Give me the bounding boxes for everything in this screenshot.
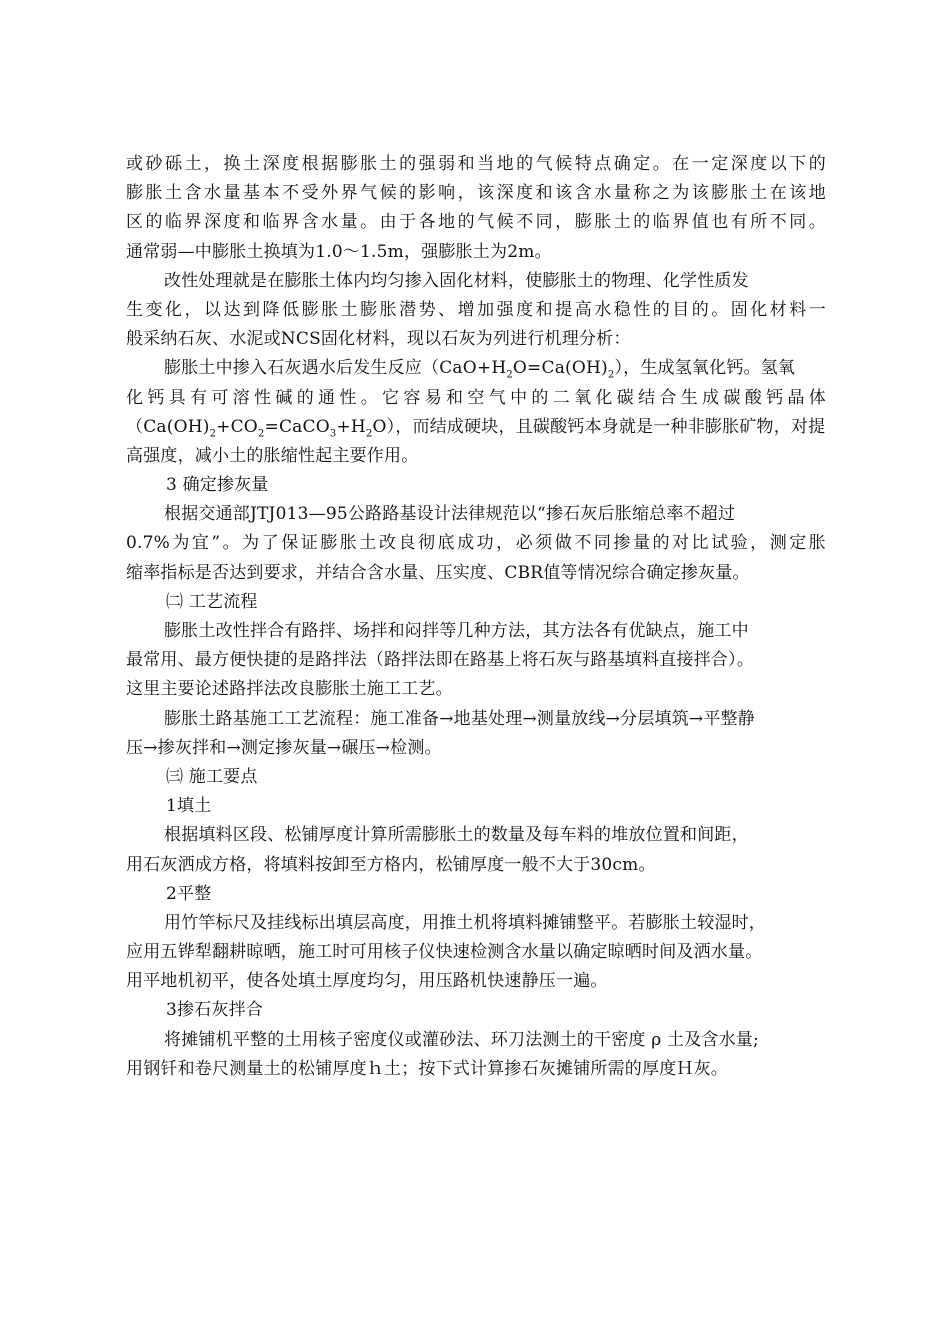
- subsection-heading: 1填土: [166, 796, 212, 817]
- paragraph-line: 高强度，减小土的胀缩性起主要作用。: [126, 445, 419, 466]
- paragraph-line: 0.7%为宜”。为了保证膨胀土改良彻底成功，必须做不同掺量的对比试验，测定胀: [126, 533, 826, 554]
- paragraph-line: 生变化，以达到降低膨胀土膨胀潜势、增加强度和提高水稳性的目的。固化材料一: [126, 299, 826, 320]
- text-run: +CO: [216, 416, 258, 437]
- subsection-heading: 2平整: [166, 883, 212, 904]
- paragraph-line: 膨胀土路基施工工艺流程：施工准备→地基处理→测量放线→分层填筑→平整静: [164, 708, 755, 729]
- paragraph-line: 最常用、最方便快捷的是路拌法（路拌法即在路基上将石灰与路基填料直接拌合）。: [126, 650, 754, 671]
- paragraph-line: 应用五铧犁翻耕晾晒，施工时可用核子仪快速检测含水量以确定晾晒时间及洒水量。: [126, 942, 763, 963]
- formula-line: [126, 354, 826, 383]
- paragraph-line: 这里主要论述路拌法改良膨胀土施工工艺。: [126, 679, 453, 700]
- paragraph-line: 化钙具有可溶性碱的通性。它容易和空气中的二氧化碳结合生成碳酸钙晶体: [126, 387, 826, 408]
- paragraph-line: 改性处理就是在膨胀土体内均匀掺入固化材料，使膨胀土的物理、化学性质发: [164, 270, 749, 291]
- paragraph-line: 通常弱—中膨胀土换填为1.0～1.5m，强膨胀土为2m。: [126, 241, 552, 262]
- formula-line: [126, 413, 826, 442]
- text-run: O），而结成硬块，且碳酸钙本身就是一种非膨胀矿物，对提: [372, 416, 826, 437]
- paragraph-line: 膨胀土改性拌合有路拌、场拌和闷拌等几种方法，其方法各有优缺点，施工中: [164, 621, 749, 641]
- paragraph-line: 根据填料区段、松铺厚度计算所需膨胀土的数量及每车料的堆放位置和间距，: [164, 825, 749, 846]
- paragraph-line: 或砂砾土，换土深度根据膨胀土的强弱和当地的气候特点确定。在一定深度以下的: [126, 154, 826, 174]
- paragraph-line: 根据交通部JTJ013—95公路路基设计法律规范以“掺石灰后胀缩总率不超过: [164, 504, 736, 525]
- paragraph-line: 用石灰洒成方格，将填料按卸至方格内，松铺厚度一般不大于30cm。: [126, 854, 656, 875]
- paragraph-line: 般采纳石灰、水泥或NCS固化材料，现以石灰为列进行机理分析：: [126, 329, 631, 350]
- text-run: +H: [336, 416, 366, 437]
- document-body: [126, 150, 826, 1084]
- subscript: 2: [607, 369, 615, 381]
- text-run: =CaCO: [264, 416, 330, 437]
- text-run: 膨胀土中掺入石灰遇水后发生反应（CaO+H: [164, 358, 507, 379]
- subscript: 2: [209, 428, 217, 440]
- subscript: 2: [365, 428, 373, 440]
- subscript: 2: [257, 428, 265, 440]
- paragraph-line: 区的临界深度和临界含水量。由于各地的气候不同，膨胀土的临界值也有所不同。: [126, 212, 826, 233]
- section-heading: 3 确定掺灰量: [166, 475, 269, 496]
- paragraph-line: 用竹竿标尺及挂线标出填层高度，用推土机将填料摊铺整平。若膨胀土较湿时，: [164, 912, 766, 933]
- section-heading: ㈡ 工艺流程: [166, 591, 258, 612]
- text-run: O=Ca(OH): [512, 358, 608, 379]
- text-run: ），生成氢氧化钙。氢氧: [614, 358, 796, 379]
- paragraph-line: 压→掺灰拌和→测定掺灰量→碾压→检测。: [126, 737, 442, 758]
- text-run: （Ca(OH): [126, 416, 210, 437]
- section-heading: ㈢ 施工要点: [166, 766, 258, 787]
- subsection-heading: 3掺石灰拌合: [166, 1000, 264, 1021]
- paragraph-line: 缩率指标是否达到要求，并结合含水量、压实度、CBR值等情况综合确定掺灰量。: [126, 562, 750, 583]
- paragraph-line: 膨胀土含水量基本不受外界气候的影响，该深度和该含水量称之为该膨胀土在该地: [126, 183, 826, 204]
- subscript: 2: [506, 369, 513, 381]
- paragraph-line: 用钢钎和卷尺测量土的松铺厚度ｈ土；按下式计算掺石灰摊铺所需的厚度Ｈ灰。: [126, 1058, 728, 1079]
- paragraph-line: 将摊铺机平整的土用核子密度仪或灌砂法、环刀法测土的干密度 ρ 土及含水量;: [164, 1029, 759, 1050]
- subscript: 3: [329, 428, 337, 440]
- paragraph-line: 用平地机初平，使各处填土厚度均匀，用压路机快速静压一遍。: [126, 971, 608, 992]
